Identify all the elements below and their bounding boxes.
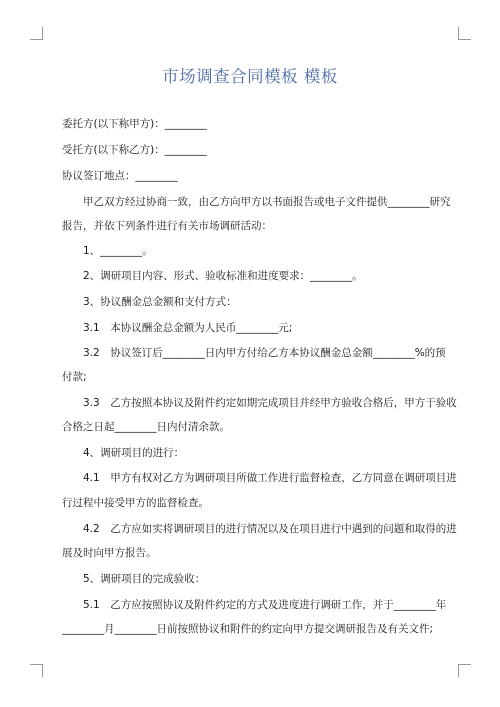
crop-mark-top-right [458, 27, 471, 40]
clause-line: 5.1 乙方应按照协议及附件约定的方式及进度进行调研工作，并于________年 [62, 599, 447, 611]
paragraph-line: 报告，并依下列条件进行有关市场调研活动： [62, 220, 272, 232]
clause-line: 3.3 乙方按照本协议及附件约定如期完成项目并经甲方验收合格后，甲方于验收 [62, 397, 457, 409]
clause-line: 展及时向甲方报告。 [62, 547, 157, 559]
clause-line: 5、调研项目的完成验收： [62, 573, 206, 585]
clause-line: 2、调研项目内容、形式、验收标准和进度要求：________。 [62, 270, 363, 282]
signing-location-line: 协议签订地点：________ [62, 170, 178, 182]
clause-line: 付款; [62, 371, 87, 383]
clause-line: 1、________。 [62, 245, 153, 257]
contractor-party-line: 受托方(以下称乙方)：________ [62, 144, 207, 156]
clause-line: 行过程中接受甲方的监督检查。 [62, 497, 209, 509]
clause-line: 4.2 乙方应如实将调研项目的进行情况以及在项目进行中遇到的问题和取得的进 [62, 523, 457, 535]
clause-line: 3.2 协议签订后________日内甲方付给乙方本协议酬金总金额________%的预 [62, 347, 446, 359]
clause-line: 4、调研项目的进行： [62, 447, 185, 459]
clause-line: 合格之日起________日内付清余款。 [62, 421, 230, 433]
clause-line: ________月________日前按照协议和附件的约定向甲方提交调研报告及有关文件; [62, 623, 434, 635]
clause-line: 3.1 本协议酬金总金额为人民币________元; [62, 322, 293, 334]
document-title: 市场调查合同模板 模板 [162, 67, 338, 86]
crop-mark-bottom-left [30, 664, 43, 677]
client-party-line: 委托方(以下称甲方)：________ [62, 118, 207, 130]
clause-line: 4.1 甲方有权对乙方为调研项目所做工作进行监督检查，乙方同意在调研项目进 [62, 472, 457, 484]
paragraph-line: 甲乙双方经过协商一致，由乙方向甲方以书面报告或电子文件提供________研究 [62, 196, 451, 208]
crop-mark-bottom-right [458, 664, 471, 677]
clause-line: 3、协议酬金总金额和支付方式： [62, 296, 237, 308]
crop-mark-top-left [30, 27, 43, 40]
